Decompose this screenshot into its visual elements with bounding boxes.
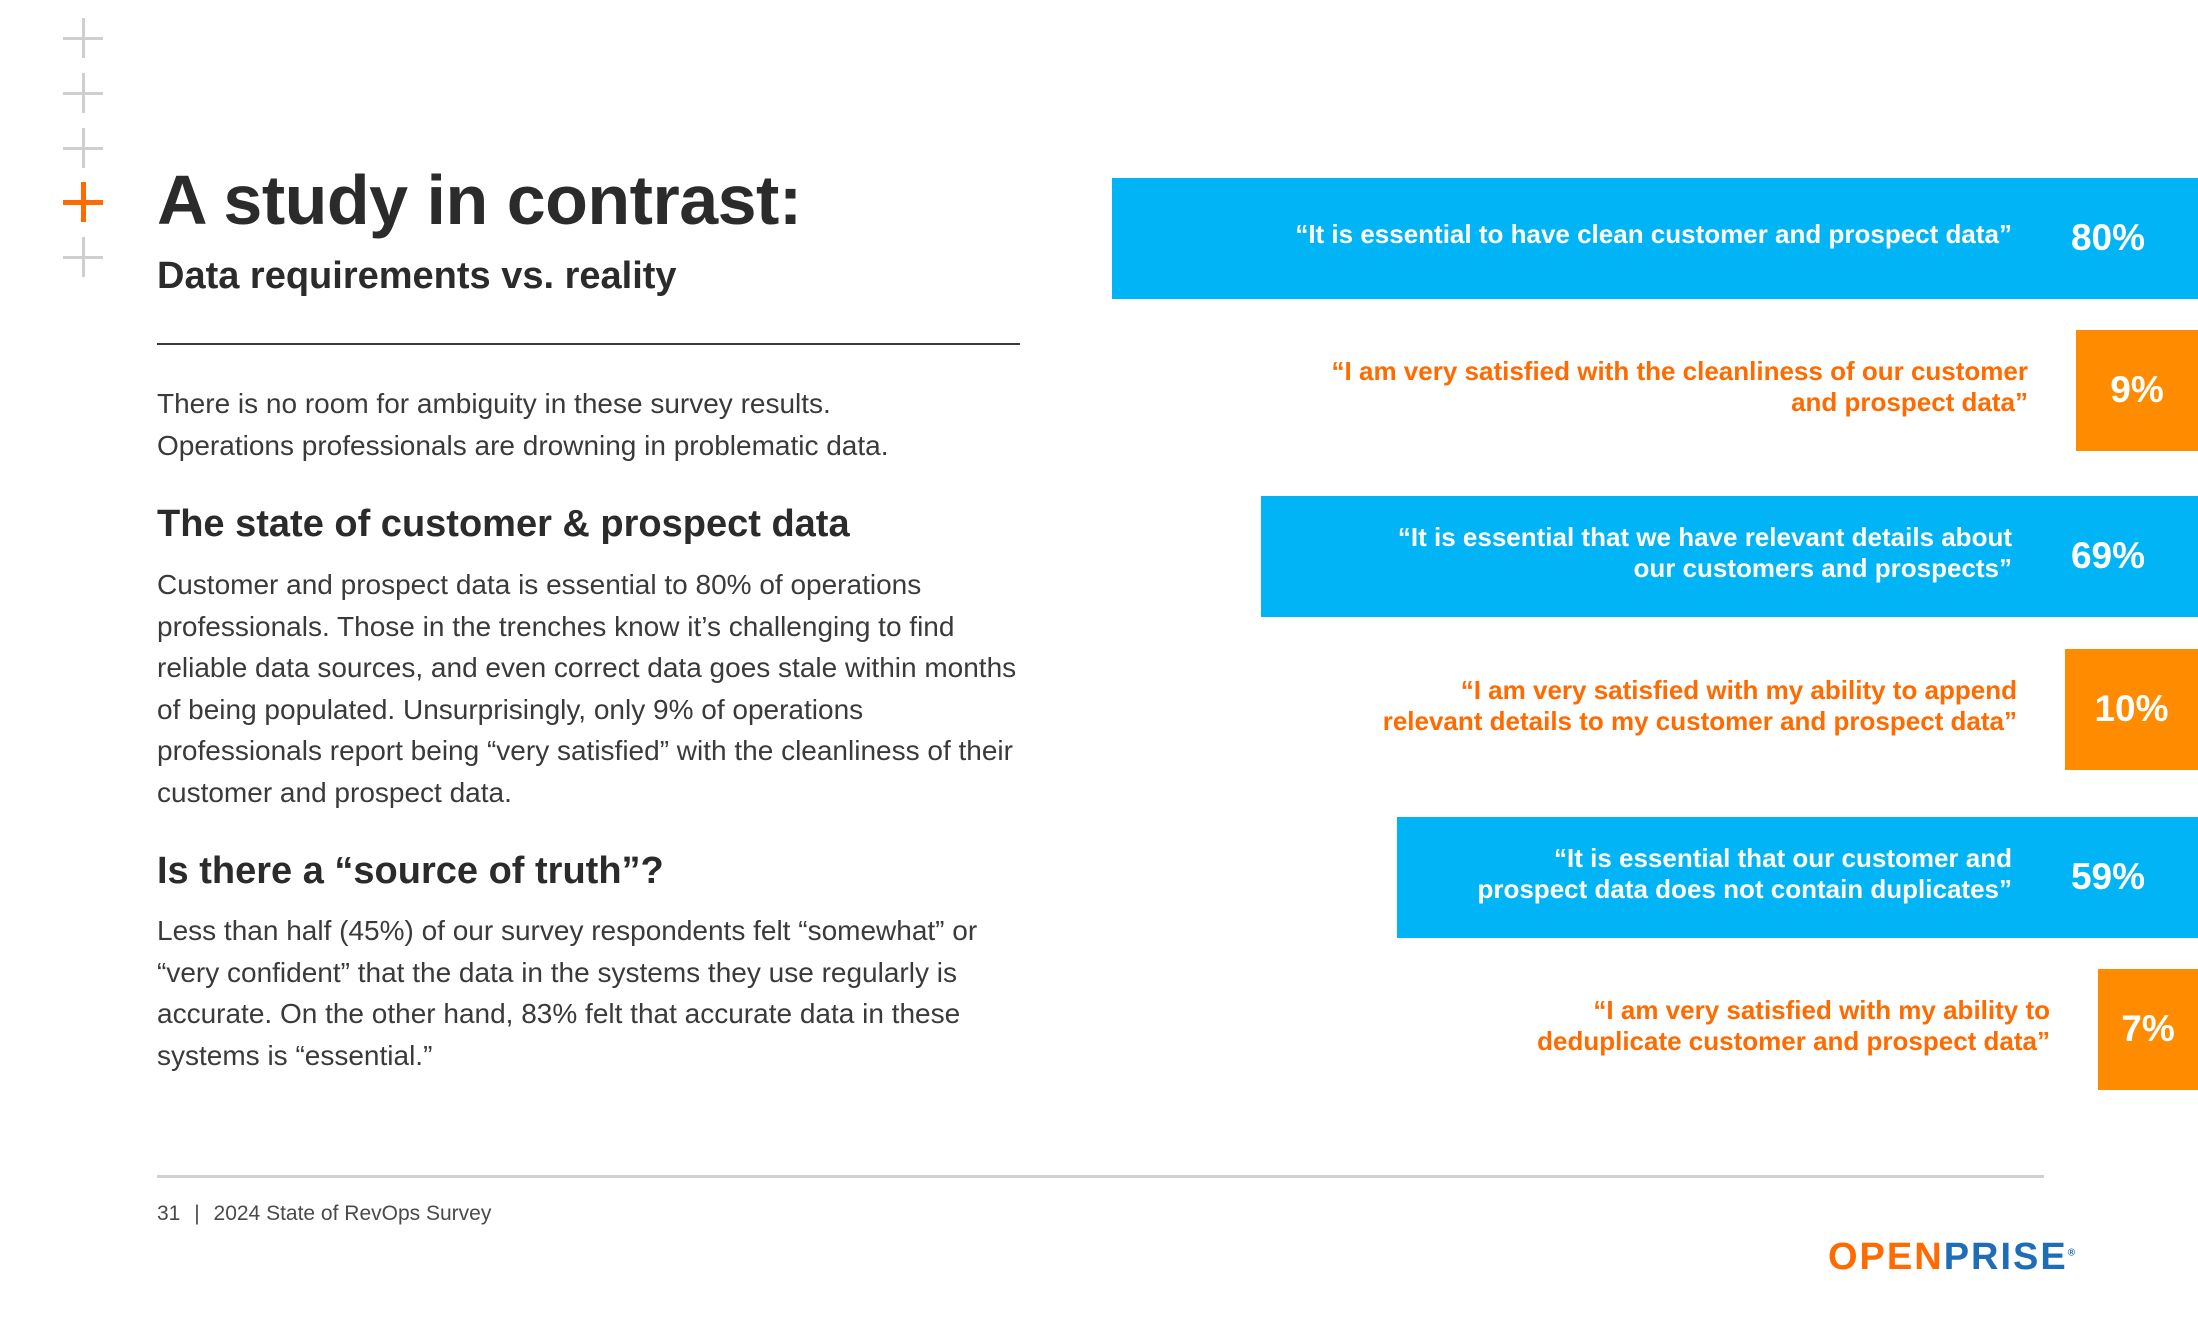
intro-text [157, 383, 1027, 467]
bar-value-label: 9% [2110, 369, 2164, 410]
logo-part-open: OPEN [1828, 1236, 1944, 1278]
quote-line: “It is essential that we have relevant details about [1397, 521, 2012, 552]
bar-value-label: 80% [2070, 217, 2146, 258]
document-title: 2024 State of RevOps Survey [213, 1202, 492, 1225]
quote-line: “I am very satisfied with my ability to append [1460, 674, 2017, 705]
plus-icon [63, 237, 103, 277]
bar-value-label: 7% [2121, 1008, 2175, 1049]
section-body: Customer and prospect data is essential to 80% of operations professionals. Those in the trenches know it’s challenging to find reliable data sources, and even correct data goes stale within months of being populated. Unsurprisingly, only 9% of operations professionals report being “very satisfied” with the cleanliness of their customer and prospect data. [157, 569, 1017, 808]
page-title: A study in contrast: [157, 161, 802, 239]
quote-line: “It is essential that our customer and [1554, 842, 2012, 873]
quote-line: our customers and prospects” [1633, 552, 2012, 583]
quote-line: “It is essential to have clean customer and prospect data” [1295, 219, 2012, 249]
bar-value-label: 10% [2094, 688, 2169, 729]
quote-line: “I am very satisfied with the cleanliness of our customer [1331, 355, 2028, 386]
plus-icon [63, 18, 103, 58]
bar-quote-label [1290, 995, 2050, 1057]
quote-line: relevant details to my customer and prospect data” [1382, 705, 2017, 736]
page-subtitle: Data requirements vs. reality [157, 255, 677, 297]
plus-icon [63, 128, 103, 168]
bar-quote-label [1252, 522, 2012, 584]
intro-line: Operations professionals are drowning in problematic data. [157, 430, 889, 461]
logo-part-prise: PRISE [1943, 1236, 2068, 1278]
intro-line: There is no room for ambiguity in these survey results. [157, 388, 831, 419]
footer-separator: | [194, 1202, 200, 1225]
quote-line: “I am very satisfied with my ability to [1593, 994, 2050, 1025]
bar-value-label: 59% [2070, 856, 2146, 897]
bar-quote-label [1252, 219, 2012, 250]
footer [157, 1202, 491, 1226]
quote-line: prospect data does not contain duplicates” [1477, 873, 2012, 904]
section-heading: The state of customer & prospect data [157, 503, 850, 545]
logo-mark: ® [2067, 1247, 2078, 1259]
quote-line: and prospect data” [1791, 386, 2028, 417]
plus-icon-active [63, 182, 103, 222]
divider [157, 343, 1020, 345]
bar-quote-label [1268, 356, 2028, 418]
bar-quote-label [1252, 843, 2012, 905]
bar-value-label: 69% [2070, 535, 2146, 576]
page-number: 31 [157, 1202, 181, 1225]
plus-icon [63, 73, 103, 113]
section-heading: Is there a “source of truth”? [157, 850, 664, 892]
bar-quote-label [1257, 675, 2017, 737]
quote-line: deduplicate customer and prospect data” [1537, 1025, 2050, 1056]
openprise-logo [1828, 1236, 2077, 1279]
footer-divider [157, 1175, 2044, 1178]
section-body: Less than half (45%) of our survey respondents felt “somewhat” or “very confident” that the data in the systems they use regularly is accurate. On the other hand, 83% felt that accurate data in these systems is “essential.” [157, 915, 978, 1071]
